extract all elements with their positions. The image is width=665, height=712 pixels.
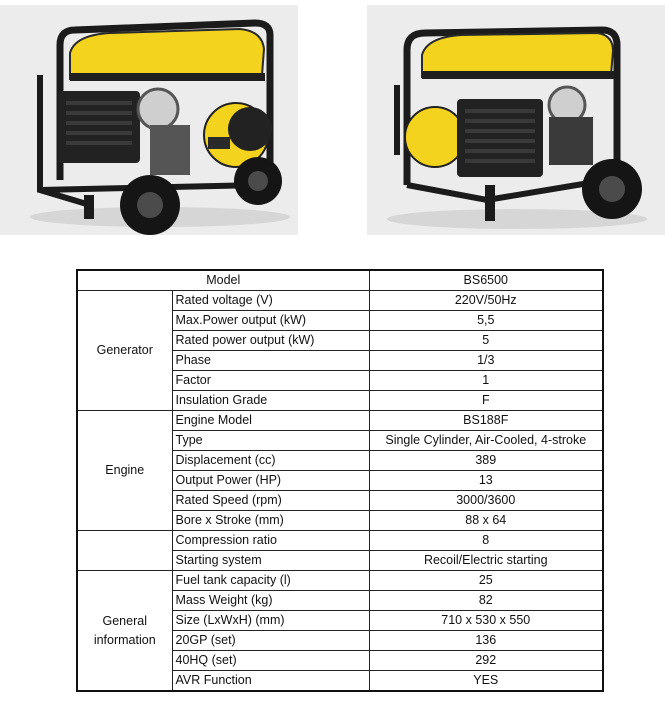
specification-table [76, 269, 604, 692]
spec-label: 20GP (set) [172, 631, 369, 651]
spec-label: Output Power (HP) [172, 471, 369, 491]
spec-value: 82 [369, 591, 603, 611]
spec-value: 5 [369, 331, 603, 351]
spec-label: Rated power output (kW) [172, 331, 369, 351]
table-row [77, 411, 603, 431]
spec-label: AVR Function [172, 671, 369, 692]
spec-value: 1 [369, 371, 603, 391]
spec-label: Starting system [172, 551, 369, 571]
spec-value: 292 [369, 651, 603, 671]
spec-value: Recoil/Electric starting [369, 551, 603, 571]
generator-side-illustration [367, 5, 665, 235]
spec-value: F [369, 391, 603, 411]
spec-value: 220V/50Hz [369, 291, 603, 311]
spec-value: BS188F [369, 411, 603, 431]
spec-label: Phase [172, 351, 369, 371]
group-label [77, 531, 172, 571]
spec-label: Type [172, 431, 369, 451]
generator-photo-front [0, 5, 298, 235]
generator-photo-side [367, 5, 665, 235]
table-header-row [77, 270, 603, 291]
spec-label: 40HQ (set) [172, 651, 369, 671]
table-row [77, 291, 603, 311]
model-label: Model [77, 270, 369, 291]
spec-label: Bore x Stroke (mm) [172, 511, 369, 531]
spec-label: Rated voltage (V) [172, 291, 369, 311]
spec-label: Mass Weight (kg) [172, 591, 369, 611]
spec-label: Fuel tank capacity (l) [172, 571, 369, 591]
table-row [77, 531, 603, 551]
spec-label: Rated Speed (rpm) [172, 491, 369, 511]
group-label: Engine [77, 411, 172, 531]
spec-value: 88 x 64 [369, 511, 603, 531]
spec-label: Factor [172, 371, 369, 391]
spec-value: 13 [369, 471, 603, 491]
spec-label: Engine Model [172, 411, 369, 431]
spec-value: 389 [369, 451, 603, 471]
table-row [77, 571, 603, 591]
group-label: General information [77, 571, 172, 692]
spec-value: Single Cylinder, Air-Cooled, 4-stroke [369, 431, 603, 451]
spec-value: YES [369, 671, 603, 692]
group-label: Generator [77, 291, 172, 411]
spec-value: 1/3 [369, 351, 603, 371]
spec-label: Displacement (cc) [172, 451, 369, 471]
spec-value: 3000/3600 [369, 491, 603, 511]
spec-value: 5,5 [369, 311, 603, 331]
generator-front-illustration [0, 5, 298, 235]
spec-value: 710 x 530 x 550 [369, 611, 603, 631]
spec-label: Size (LxWxH) (mm) [172, 611, 369, 631]
spec-label: Insulation Grade [172, 391, 369, 411]
model-value: BS6500 [369, 270, 603, 291]
spec-value: 25 [369, 571, 603, 591]
spec-value: 8 [369, 531, 603, 551]
spec-label: Compression ratio [172, 531, 369, 551]
spec-label: Max.Power output (kW) [172, 311, 369, 331]
spec-value: 136 [369, 631, 603, 651]
